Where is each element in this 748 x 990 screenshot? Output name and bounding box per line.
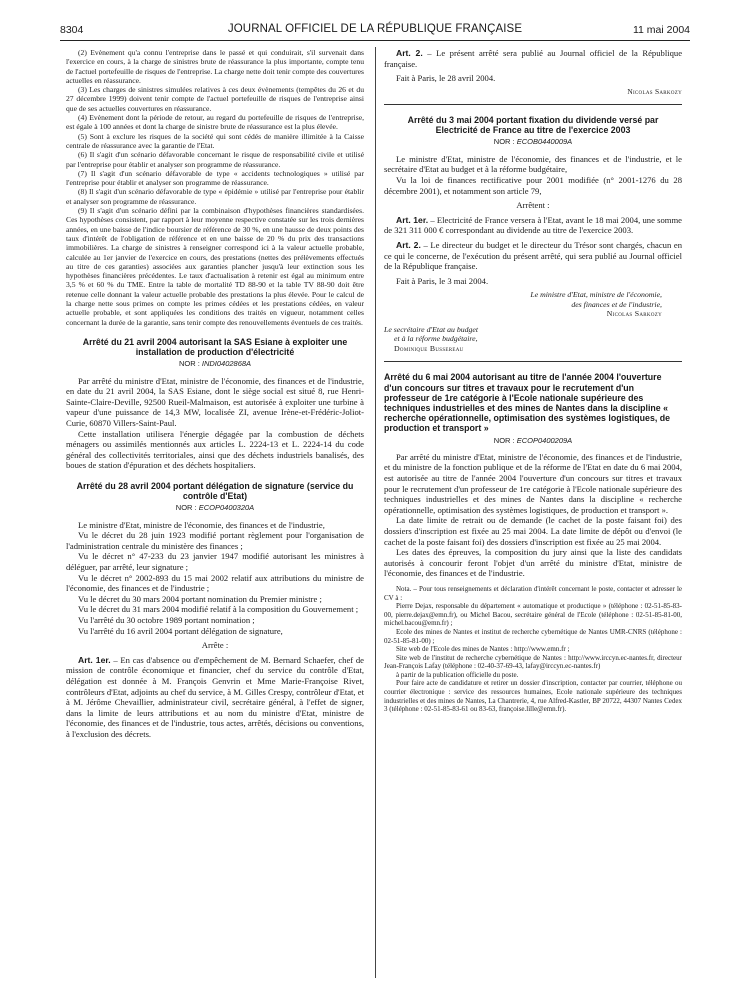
note: Site web de l'institut de recherche cybernétique de Nantes : http://www.irccyn.ec-nantes.fr, directeur Jean-François Lafay (téléphone : 02-40-37-69-43, lafay@irccyn.ec-nantes.fr): [384, 653, 682, 671]
footnote: (6) Il s'agit d'un scénario défavorable concernant le risque de responsabilité civile et utilisé par l'entreprise pour établir et analyser son programme de réassurance.: [66, 150, 364, 169]
note: Nota. – Pour tous renseignements et déclaration d'intérêt concernant le poste, contacter et adresser le CV à :: [384, 584, 682, 602]
footnotes: [66, 48, 364, 327]
note: Pour faire acte de candidature et retirer un dossier d'inscription, contacter par courrier, téléphone ou courrier électronique : service des ressources humaines, Ecole nationale supérieure des techniques industrielles et des mines de Nantes, La Chantrerie, 4, rue Alfred-Kastler, BP 20722, 44307 Nantes Cedex 3 (téléphone : 02-51-85-83-61 ou 83-63, françoise.lille@emn.fr).: [384, 679, 682, 714]
paragraph: Le ministre d'Etat, ministre de l'économie, des finances et de l'industrie, et le secrétaire d'Etat au budget et à la réforme budgétaire,: [384, 153, 682, 175]
page-header: [60, 22, 690, 42]
article: Art. 2. – Le directeur du budget et le directeur du Trésor sont chargés, chacun en ce qui le concerne, de l'exécution du présent arrêté, qui sera publié au Journal officiel de la République française.: [384, 239, 683, 272]
note: Ecole des mines de Nantes et institut de recherche cybernétique de Nantes UMR-CNRS (téléphone : 02-51-85-81-00) ;: [384, 627, 682, 645]
note: Site web de l'Ecole des mines de Nantes : http://www.emn.fr ;: [396, 645, 570, 654]
signature-date: Fait à Paris, le 3 mai 2004.: [396, 275, 489, 286]
header-rule: [60, 40, 690, 41]
nor-reference: NOR : ECOP0400209A: [493, 435, 573, 445]
journal-title: JOURNAL OFFICIEL DE LA RÉPUBLIQUE FRANÇAISE: [227, 23, 523, 35]
signature-block-secretary: Le secrétaire d'Etat au budget et à la réforme budgétaire, Dominique Bussereau: [384, 324, 479, 353]
paragraph: Vu l'arrêté du 30 octobre 1989 portant nomination ;: [78, 615, 255, 625]
paragraph: Le ministre d'Etat, ministre de l'économie, des finances et de l'industrie,: [78, 519, 325, 530]
nor-reference: NOR : INDI0402868A: [178, 359, 252, 369]
paragraph: Vu le décret du 28 juin 1923 modifié portant règlement pour l'organisation de l'administration centrale du ministère des finances ;: [66, 530, 364, 551]
footnote: (7) Il s'agit d'un scénario défavorable de type « accidents technologiques » utilisé par l'entreprise pour établir et analyser son programme de réassurance.: [66, 168, 364, 188]
article: Art. 2. – Le présent arrêté sera publié au Journal officiel de la République française.: [384, 48, 683, 69]
decree-title: Arrêté du 28 avril 2004 portant délégation de signature (service du contrôle d'Etat): [76, 480, 354, 502]
column-divider: [375, 47, 376, 978]
paragraph: Vu l'arrêté du 16 avril 2004 portant délégation de signature,: [78, 625, 283, 636]
separator: [384, 361, 682, 362]
separator: [384, 104, 682, 105]
paragraph: Cette installation utilisera l'énergie dégagée par la combustion de déchets ménagers ou assimilés mentionnés aux articles L. 2224-13 et L. 2224-14 du code général des collectivités territoriales, ainsi que des déchets industriels banalisés, des boues de station d'épuration et des déchets hospitaliers.: [66, 428, 364, 471]
arrete-heading: Arrête :: [201, 640, 229, 651]
decree-title: Arrêté du 21 avril 2004 autorisant la SAS Esiane à exploiter une installation de production d'électricité: [82, 336, 348, 358]
nor-reference: NOR : ECOP0400320A: [175, 503, 255, 513]
signatory-name: Nicolas Sarkozy: [627, 86, 682, 96]
footnote: (8) Il s'agit d'un scénario défavorable de type « épidémie » utilisé par l'entreprise pour établir et analyser son programme de réassurance.: [66, 187, 364, 206]
article: Art. 1er. – Electricité de France versera à l'Etat, avant le 18 mai 2004, une somme de 321 311 000 € correspondant au dividende au titre de l'exercice 2003.: [384, 214, 682, 236]
right-column: [384, 48, 682, 714]
paragraph: Vu le décret du 30 mars 2004 portant nomination du Premier ministre ;: [78, 593, 322, 604]
paragraph: Les dates des épreuves, la composition du jury ainsi que la liste des candidats autorisés à concourir feront l'objet d'un arrêté du ministre d'Etat, ministre de l'économie, des finances et de l'industrie.: [384, 547, 682, 579]
nor-reference: NOR : ECOB0440009A: [493, 137, 573, 147]
note: Pierre Dejax, responsable du département « automatique et productique » (téléphone : 02-51-85-83-00, pierre.dejax@emn.fr), ou Michel Bacou, secrétaire général de l'Ecole (téléphone : 02-51-85-81-00, michel.bacou@emn.fr) ;: [384, 602, 682, 628]
arretent-heading: Arrêtent :: [516, 200, 550, 211]
paragraph: Vu le décret du 31 mars 2004 modifié relatif à la composition du Gouvernement ;: [78, 604, 359, 615]
left-column: [66, 48, 364, 740]
signature-block-minister: Le ministre d'Etat, ministre de l'économie, des finances et de l'industrie, Nicolas Sarkozy: [530, 290, 662, 319]
decree-title: Arrêté du 6 mai 2004 autorisant au titre de l'année 2004 l'ouverture d'un concours sur titres et travaux pour le recrutement d'un professeur de 1re catégorie à l'Ecole nationale supérieure des techniques industrielles et des mines de Nantes dans la discipline « recherche opérationnelle, optimisation des systèmes logistiques, de production et transport »: [384, 372, 670, 434]
issue-date: 11 mai 2004: [632, 24, 690, 36]
footnote: (2) Evènement qu'a connu l'entreprise dans le passé et qui conduirait, s'il survenait dans l'exercice en cours, à la charge de sinistres brute de réassurance la plus importante, compte tenu de l'actuel portefeuille de risques de l'entreprise. La charge nette doit tenir compte des couvertures actuelles en réassurance.: [66, 48, 364, 85]
footnote: (4) Evènement dont la période de retour, au regard du portefeuille de risques de l'entreprise, est égale à 100 années et dont la charge de sinistre brute de réassurance est la plus élevée.: [66, 113, 364, 132]
page-number: 8304: [60, 24, 84, 36]
paragraph: Vu le décret n° 2002-893 du 15 mai 2002 relatif aux attributions du ministre de l'économie, des finances et de l'industrie ;: [66, 572, 364, 594]
paragraph: Vu la loi de finances rectificative pour 2001 modifiée (n° 2001-1276 du 28 décembre 2001), et notamment son article 79,: [384, 174, 682, 196]
article: Art. 1er. – En cas d'absence ou d'empêchement de M. Bernard Schaefer, chef de mission de contrôle économique et financier, chef du service du contrôle d'Etat, délégation est donnée à M. François Genvrin et Mme Marie-Françoise Rivet, contrôleurs d'Etat, adjoints au chef du service, à M. Gilles Crespy, contrôleur d'Etat, et à M. Jérôme Chevaillier, administrateur civil, secrétaire général, à l'effet de signer, dans la limite de leurs attributions et au nom du ministre d'Etat, ministre de l'économie, des finances et de l'industrie, tous actes, arrêtés, décisions ou conventions, à l'exclusion des décrets.: [66, 654, 364, 739]
signature-date: Fait à Paris, le 28 avril 2004.: [396, 73, 496, 84]
paragraph: Par arrêté du ministre d'Etat, ministre de l'économie, des finances et de l'industrie, et du ministre de la fonction publique et de la réforme de l'Etat en date du 6 mai 2004, est autorisée au titre de l'année 2004 l'ouverture d'un concours sur titres et travaux pour le recrutement d'un professeur de 1re catégorie à l'Ecole nationale supérieure des techniques industrielles et des mines de Nantes dans la discipline « recherche opérationnelle, optimisation des systèmes logistiques, de production et transport ».: [384, 451, 682, 515]
paragraph: La date limite de retrait ou de demande (le cachet de la poste faisant foi) des dossiers d'inscription est fixée au 25 mai 2004. La date limite de dépôt ou d'envoi (le cachet de la poste faisant foi) des dossiers d'inscription est fixée au 25 mai 2004.: [384, 515, 682, 547]
footnote: (5) Sont à exclure les risques de la société qui sont cédés de manière illimitée à la Caisse centrale de réassurance avec la garantie de l'Etat.: [66, 131, 364, 150]
note: à partir de la publication officielle du poste.: [396, 670, 519, 679]
footnote: (3) Les charges de sinistres simulées relatives à ces deux évènements (tempêtes du 26 et du 27 décembre 1999) doivent tenir compte de l'actuel portefeuille de risques de l'entreprise ainsi que de ses actuelles couvertures en réassurance.: [66, 85, 364, 113]
nota-block: [384, 585, 682, 714]
paragraph: Vu le décret n° 47-233 du 23 janvier 1947 modifié autorisant les ministres à déléguer, par arrêté, leur signature ;: [66, 551, 364, 573]
decree-title: Arrêté du 3 mai 2004 portant fixation du dividende versé par Electricité de France au titre de l'exercice 2003: [407, 115, 659, 136]
footnote: (9) Il s'agit d'un scénario défini par la combinaison d'hypothèses financières standardisées. Ces hypothèses consistent, par rapport à leur moyenne respective constatée sur les trois dernières années, en une baisse de l'indice boursier de référence de 30 %, en une hausse de deux points des taux d'intérêt de l'obligation de référence et en une baisse de 20 % du prix des transactions immobilières. La charge de sinistres à renseigner correspond ici à la valeur actuelle probable, calculée au 1er janvier de l'exercice en cours, des prestations (nettes des prélèvements effectués au titre de ces garanties) associées aux garanties plancher jusqu'à leur extinction sous les hypothèses financières précédentes. Le taux d'actualisation à retenir est égal au minimum entre 3,5 % et 60 % du TME. Entre la table de mortalité TD 88-90 et la table TV 88-90 doit être retenue celle donnant la valeur actuelle probable des prestations la plus élevée. Pour le calcul de la charge nette sous primes on compte les primes cédées et les prestations cédées, en valeur actuelle probable, et sont appliquées les conditions des traités en vigueur, notamment celles concernant la durée de la garantie, sans tenir compte des renouvellements éventuels de ces traités.: [66, 206, 364, 327]
paragraph: Par arrêté du ministre d'Etat, ministre de l'économie, des finances et de l'industrie, en date du 21 avril 2004, la SAS Esiane, dont le siège social est situé 8, rue Henri-Sainte-Claire-Deville, 92500 Rueil-Malmaison, est autorisée à exploiter une turbine à vapeur d'une puissance de 14,3 MW, localisée ZI, avenue Irène-et-Frédéric-Joliot-Curie, 60870 Villers-Saint-Paul.: [66, 375, 364, 428]
